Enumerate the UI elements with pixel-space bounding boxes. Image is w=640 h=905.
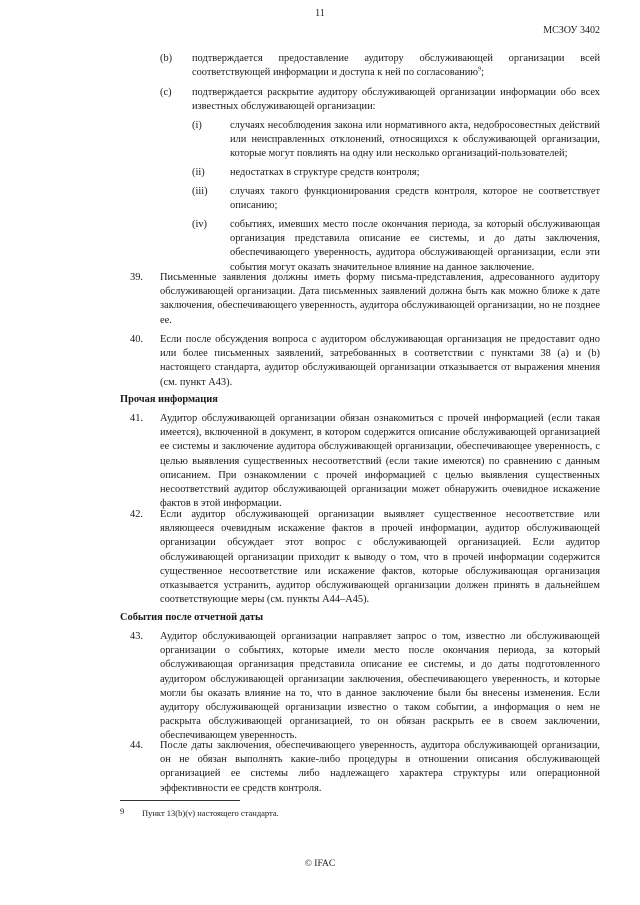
section-heading-other-info: Прочая информация bbox=[120, 394, 218, 405]
subitem-iv-text: событиях, имевших место после окончания периода, за который обслуживающая организация представила описание ее системы, и до даты заключения, обеспечивающего уверенность, аудитора обслуживающей организации, если эти события могут оказать значительное влияние на данное заключение. bbox=[230, 219, 600, 273]
item-b-tail: ; bbox=[481, 67, 484, 79]
paragraph-number-42: 42. bbox=[130, 509, 143, 520]
item-label-c: (c) bbox=[160, 87, 172, 98]
paragraph-44-text: После даты заключения, обеспечивающего уверенность, аудитора обслуживающей организации, он не обязан выполнять какие-либо процедуры в отношении описания обслуживающей организацией ее системы либо надлежащего характера структуры или операционной эффективности ее средств контроля. bbox=[160, 740, 600, 794]
item-c-text: подтверждается раскрытие аудитору обслуживающей организации информации обо всех известных обслуживающей организации: bbox=[192, 87, 600, 113]
item-b-text bbox=[192, 52, 600, 80]
paragraph-number-43: 43. bbox=[130, 631, 143, 642]
standard-code: МСЗОУ 3402 bbox=[543, 25, 600, 36]
paragraph-43-text: Аудитор обслуживающей организации направляет запрос о том, известно ли обслуживающей организации о событиях, которые имели место после окончания периода, за который обслуживающая организация представила описание ее системы, и до даты подготовленного аудитором обслуживающей организации заключения, обеспечивающего уверенность, и которые могли бы оказать влияние на то, что в данное заключение были бы внесены изменения. Если аудитору обслуживающей организации известно о таком событии, а информация о нем не раскрыта обслуживающей организацией, то он обязан раскрыть ее в своем заключении, обеспечивающем уверенность. bbox=[160, 631, 600, 742]
paragraph-39-text: Письменные заявления должны иметь форму письма-представления, адресованного аудитору обслуживающей организации. Дата письменных заявлений должна быть как можно ближе к дате заключения, обеспечивающего уверенность, аудитора обслуживающей организации, но не позднее ее. bbox=[160, 272, 600, 326]
paragraph-number-40: 40. bbox=[130, 334, 143, 345]
subitem-label-i: (i) bbox=[192, 120, 202, 131]
subitem-label-ii: (ii) bbox=[192, 167, 205, 178]
item-b-body: подтверждается предоставление аудитору обслуживающей организации всей соответствующей информации и доступа к ней по согласованию bbox=[192, 53, 600, 79]
footnote-divider bbox=[120, 800, 240, 801]
item-label-b: (b) bbox=[160, 53, 173, 64]
paragraph-number-44: 44. bbox=[130, 740, 143, 751]
subitem-ii-text: недостатках в структуре средств контроля; bbox=[230, 167, 420, 178]
paragraph-40-text: Если после обсуждения вопроса с аудитором обслуживающая организация не предоставит одно или более письменных заявлений, затребованных в соответствии с пунктами 38 (a) и (b) настоящего стандарта, аудитор обслуживающей организации отказывается от выражения мнения (см. пункт A43). bbox=[160, 334, 600, 388]
footnote-text: Пункт 13(b)(v) настоящего стандарта. bbox=[142, 808, 279, 818]
paragraph-42-text: Если аудитор обслуживающей организации выявляет существенное несоответствие или являющееся очевидным искажение фактов в прочей информации, аудитор обслуживающей организации обсуждает этот вопрос с обслуживающей организацией. Если аудитор обслуживающей организации приходит к выводу о том, что в прочей информации содержится существенное несоответствие или искажение фактов, которые обслуживающая организация отказывается устранить, аудитор обслуживающей организации должен принять в дальнейшем соответствующие меры (см. пункты A44–A45). bbox=[160, 509, 600, 606]
paragraph-number-41: 41. bbox=[130, 413, 143, 424]
page-number: 11 bbox=[315, 8, 325, 19]
subitem-iii-text: случаях такого функционирования средств контроля, которое не соответствует описанию; bbox=[230, 186, 600, 212]
footnote-ref: 9 bbox=[478, 66, 482, 73]
paragraph-number-39: 39. bbox=[130, 272, 143, 283]
paragraph-41-text: Аудитор обслуживающей организации обязан ознакомиться с прочей информацией (если такая имеется), включенной в документ, в котором содержится описание обслуживающей организацией ее системы и заключение аудитора обслуживающей организации, обеспечивающее уверенность, с целью выявления существенных несоответствий (если такие имеются) по сравнению с данным описанием. При ознакомлении с прочей информацией с целью выявления существенных несоответствий аудитор обслуживающей организации может обнаружить очевидное искажение фактов в этой информации. bbox=[160, 413, 600, 510]
page-footer: © IFAC bbox=[304, 859, 336, 869]
subitem-label-iii: (iii) bbox=[192, 186, 208, 197]
subitem-i-text: случаях несоблюдения закона или нормативного акта, недобросовестных действий или неисправленных отклонений, относящихся к обслуживающей организации, которые могут повлиять на одну или несколько организаций-пользователей; bbox=[230, 120, 600, 160]
subitem-label-iv: (iv) bbox=[192, 219, 208, 230]
section-heading-subsequent-events: События после отчетной даты bbox=[120, 612, 264, 623]
footnote-mark: 9 bbox=[120, 806, 125, 816]
